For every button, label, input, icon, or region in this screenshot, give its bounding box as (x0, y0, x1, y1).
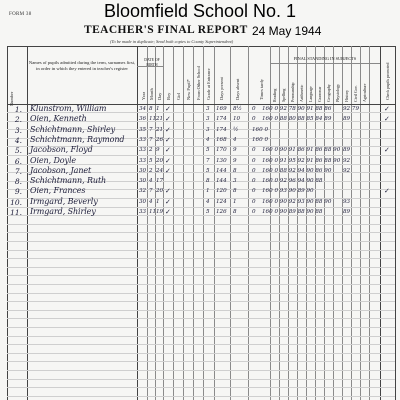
birth-year: 30 (139, 198, 147, 205)
instruction-note: (To be made in duplicate; Send both copies to County Superintendent) (110, 39, 234, 44)
row-number: 4. (14, 135, 22, 145)
days-absent: 9 (233, 147, 237, 154)
column-rule (395, 46, 396, 400)
days-present: 126 (216, 209, 227, 215)
subject-extra: 92 (343, 157, 351, 164)
report-title: TEACHER'S FINAL REPORT (84, 24, 248, 36)
birth-year: 33 (139, 157, 147, 164)
days-present: 174 (216, 126, 227, 133)
days-present: 144 (216, 178, 227, 185)
days-present: 124 (216, 198, 227, 205)
header-final-standing: FINAL STANDING IN SUBJECTS (293, 56, 357, 61)
header-boy: Boy (166, 92, 171, 100)
row-number: 5. (14, 146, 22, 156)
times-tardy: 0 (252, 157, 256, 164)
subject-scores: 160 0 88 80 88 85 84 89 (262, 116, 332, 123)
birth-day: 17 (156, 178, 164, 185)
days-absent: 8 (233, 167, 237, 174)
days-present: 130 (216, 157, 227, 164)
times-tardy: 0 (252, 198, 256, 205)
subject-extra: 92 79 (343, 106, 360, 112)
header-names: Names of pupils admitted during the term, surnames first, in order in which they entered in teacher's register (28, 60, 136, 71)
subject-scores: 160 0 90 89 88 90 88 (262, 209, 323, 215)
row-rule (7, 379, 395, 380)
birth-year: 33 (139, 136, 147, 143)
times-tardy: 0 (252, 167, 256, 174)
birth-month: 2 (149, 167, 153, 174)
row-rule (7, 275, 395, 276)
form-number: FORM 38 (9, 12, 32, 17)
new-pupil-check: ✓ (165, 125, 171, 134)
times-tardy: 160 0 (252, 126, 269, 133)
report-date: 24 May 1944 (252, 24, 322, 38)
birth-year: 33 (139, 147, 147, 154)
birth-day: 9 (156, 147, 160, 154)
row-number: 7. (14, 166, 22, 176)
birth-year: 30 (139, 178, 147, 185)
birth-day: 1 (156, 198, 160, 205)
row-number: 8. (14, 177, 22, 187)
times-tardy: 0 (252, 116, 256, 123)
grade-entered: 3 (206, 126, 210, 133)
times-tardy: 160 0 (252, 136, 269, 143)
promoted-check: ✓ (384, 146, 390, 155)
row-number: 10. (10, 197, 22, 207)
birth-day: 24 (156, 167, 164, 174)
row-rule (7, 258, 395, 259)
row-number: 1. (14, 105, 22, 114)
row-rule (7, 250, 395, 251)
row-number: 2. (14, 115, 22, 125)
birth-year: 33 (139, 209, 147, 215)
birth-month: 4 (149, 178, 153, 185)
row-rule (7, 396, 395, 397)
birth-year: 36 (139, 116, 147, 123)
header-days-present: Days present (219, 77, 224, 100)
times-tardy: 0 (252, 147, 256, 154)
days-absent: 9 (233, 157, 237, 164)
pupil-name: Irmgard, Shirley (30, 207, 96, 216)
row-rule (7, 284, 395, 285)
header-girl: Girl (176, 92, 181, 100)
row-rule (7, 370, 395, 371)
grade-entered: 4 (206, 136, 210, 143)
row-number: 11. (10, 208, 22, 217)
pupil-name: Schichtmann, Ruth (30, 176, 107, 186)
promoted-check: ✓ (384, 115, 390, 124)
days-present: 168 (216, 136, 227, 143)
birth-day: 20 (156, 157, 164, 164)
promoted-check: ✓ (384, 105, 390, 113)
grade-entered: 5 (206, 147, 210, 154)
subject-header: Language (308, 86, 313, 102)
times-tardy: 0 (252, 188, 256, 195)
pupil-name: Oien, Frances (30, 186, 86, 196)
days-absent: 1 (233, 198, 237, 205)
days-present: 170 (216, 147, 227, 154)
days-absent: 8 (233, 188, 237, 195)
row-rule (7, 267, 395, 268)
birth-year: 30 (139, 167, 147, 174)
new-pupil-check: ✓ (165, 135, 171, 144)
subject-scores: 160 0 90 91 86 91 86 88 90 (262, 147, 341, 154)
days-present: 144 (216, 167, 227, 174)
subheader-rule (270, 63, 380, 64)
subject-header: Penmanship (290, 82, 295, 102)
days-present: 174 (216, 116, 227, 123)
subject-header: Geography (326, 84, 331, 102)
subject-header: Agriculture (362, 83, 367, 102)
birth-year: 34 (139, 106, 147, 112)
grade-entered: 5 (206, 209, 210, 215)
birth-month: 5 (149, 157, 153, 164)
grade-entered: 4 (206, 198, 210, 205)
new-pupil-check: ✓ (165, 208, 171, 216)
grade-entered: 7 (206, 157, 210, 164)
subject-header: Civil Gov. (353, 85, 358, 102)
new-pupil-check: ✓ (165, 166, 171, 175)
new-pupil-check: ✓ (165, 115, 171, 124)
birth-day: 20 (156, 188, 164, 195)
header-promoted: Check pupils promoted (385, 62, 390, 100)
days-absent: 3 (233, 178, 237, 185)
new-pupil-check: ✓ (165, 156, 171, 165)
subject-header: Spelling (281, 88, 286, 102)
times-tardy: 0 (252, 178, 256, 185)
pupil-name: Irmgard, Beverly (30, 196, 98, 206)
header-year: Year (141, 91, 146, 100)
subject-header: Arithmetic (299, 84, 304, 102)
days-absent: ½ (233, 126, 239, 133)
birth-month: 11 (149, 209, 157, 215)
subject-header: Physiology (335, 83, 340, 102)
new-pupil-check: ✓ (165, 146, 171, 155)
row-rule (7, 232, 395, 233)
header-date-of-birth: DATE OF BIRTH (144, 58, 160, 67)
birth-month: 2 (149, 147, 153, 154)
header-other-school: From Other School (196, 66, 201, 100)
grade-entered: 5 (206, 167, 210, 174)
row-rule (7, 310, 395, 311)
row-number: 3. (14, 125, 22, 135)
header-number: Number (9, 91, 14, 106)
row-rule (7, 318, 395, 319)
school-name: Bloomfield School No. 1 (103, 1, 297, 21)
birth-day: 19 (156, 209, 164, 215)
pupil-name: Jacobson, Janet (30, 165, 92, 175)
days-absent: 8½ (233, 106, 242, 112)
new-pupil-check: ✓ (165, 187, 171, 196)
birth-day: 1 (156, 106, 160, 112)
times-tardy: 0 (252, 106, 256, 112)
grade-entered: 3 (206, 116, 210, 123)
header-grade: Grade at Entrance (206, 68, 211, 100)
grade-entered: 8 (206, 178, 210, 185)
grade-entered: 3 (206, 106, 210, 112)
birth-year: 32 (139, 188, 147, 195)
row-number: 9. (14, 187, 22, 197)
times-tardy: 0 (252, 209, 256, 215)
subject-extra: 89 (343, 147, 351, 154)
birth-month: 7 (149, 188, 153, 195)
new-pupil-check: ✓ (165, 105, 171, 113)
row-rule (7, 293, 395, 294)
birth-month: 4 (149, 198, 153, 205)
birth-day: 26 (156, 136, 164, 143)
row-rule (7, 224, 395, 225)
birth-month: 11 (149, 116, 157, 123)
row-rule (7, 241, 395, 242)
pupil-name: Schichtmann, Shirley (30, 124, 116, 134)
subject-scores: 160 0 91 95 92 91 86 88 90 (262, 157, 341, 164)
header-days-absent: Days absent (235, 78, 240, 100)
days-absent: 10 (233, 116, 241, 123)
birth-day: 21 (156, 126, 164, 133)
pupil-name: Oien, Doyle (30, 155, 77, 165)
days-absent: 4 (233, 136, 237, 143)
new-pupil-check: ✓ (165, 197, 171, 206)
birth-month: 8 (149, 106, 153, 112)
header-times-tardy: Times tardy (259, 79, 264, 100)
subject-extra: 89 (343, 116, 351, 123)
promoted-check: ✓ (384, 187, 390, 196)
subject-header: History (344, 90, 349, 102)
row-rule (7, 387, 395, 388)
pupil-name: Jacobson, Floyd (30, 145, 93, 155)
pupil-name: Klunstrom, William (30, 104, 107, 113)
birth-month: 7 (149, 126, 153, 133)
subject-extra: 93 (343, 198, 351, 205)
subject-scores: 160 0 92 78 90 91 88 86 (262, 106, 332, 112)
days-present: 120 (216, 188, 227, 195)
header-month: Month (149, 88, 154, 100)
birth-day: 21 (156, 116, 164, 123)
row-rule (7, 361, 395, 362)
subject-scores: 160 0 93 90 89 90 (262, 188, 314, 195)
subject-scores: 160 0 90 92 93 90 88 90 (262, 198, 332, 205)
days-present: 169 (216, 106, 227, 112)
grade-entered: 1 (206, 188, 210, 195)
pupil-name: Oien, Kenneth (30, 114, 87, 124)
row-rule (7, 336, 395, 337)
birth-month: 7 (149, 136, 153, 143)
subject-header: Reading (272, 88, 277, 102)
subject-header: Grammar (317, 86, 322, 102)
row-rule (7, 301, 395, 302)
header-new-pupil: New Pupil* (186, 79, 191, 100)
subject-extra: 92 (343, 167, 351, 174)
row-rule (7, 327, 395, 328)
row-rule (7, 353, 395, 354)
subject-scores: 160 0 92 96 94 90 88 (262, 178, 323, 185)
subject-extra: 89 (343, 209, 351, 215)
pupil-name: Schichtmann, Raymond (30, 134, 125, 144)
header-day: Day (157, 92, 162, 100)
row-rule (7, 344, 395, 345)
birth-year: 35 (139, 126, 147, 133)
days-absent: 8 (233, 209, 237, 215)
row-number: 6. (14, 156, 22, 166)
subject-scores: 160 0 88 92 94 90 86 90 (262, 167, 332, 174)
